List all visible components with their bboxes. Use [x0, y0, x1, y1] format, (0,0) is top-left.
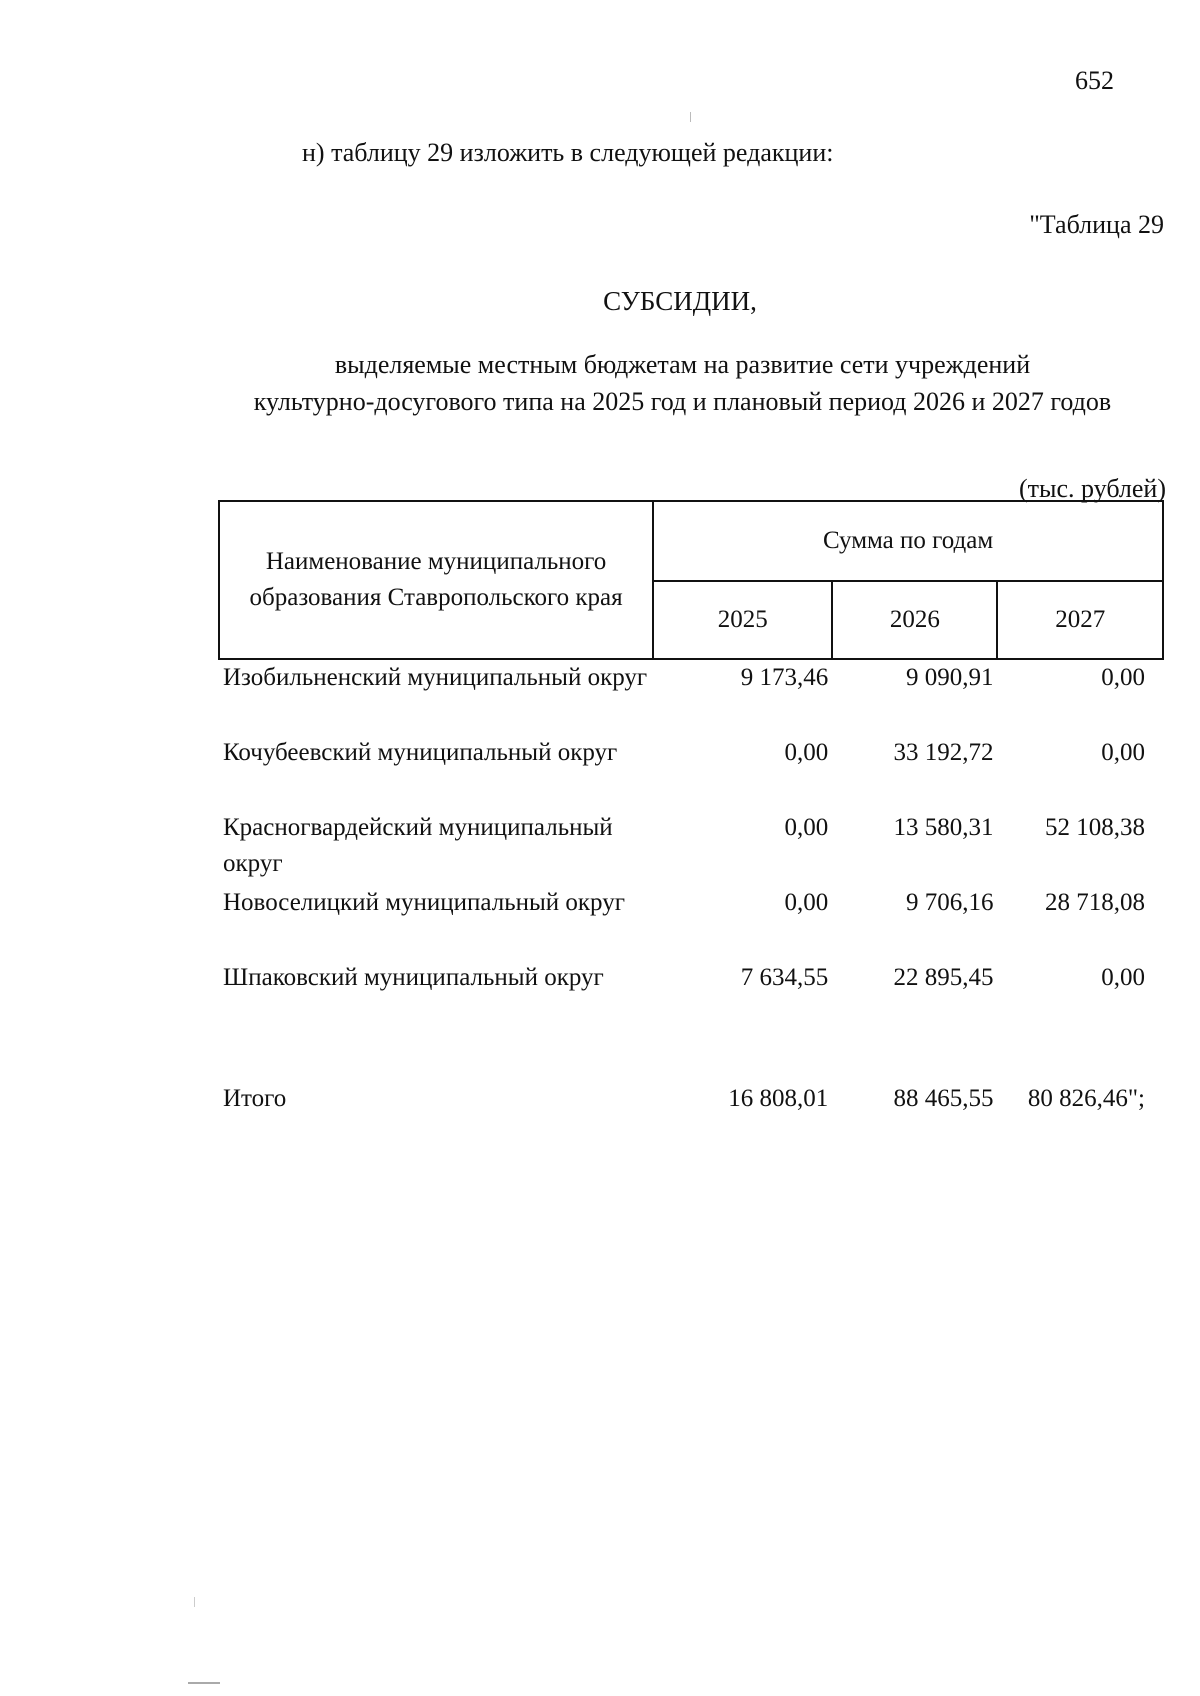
total-value-2026: 88 465,55 — [893, 1085, 994, 1112]
row-municipality-name: Красногвардейский муниципальный округ — [223, 814, 613, 877]
subtitle-line: выделяемые местным бюджетам на развитие сети учреждений — [334, 350, 1031, 379]
scan-mark — [188, 1682, 220, 1684]
units-label: (тыс. рублей) — [1018, 474, 1166, 503]
row-value-2027: 0,00 — [1101, 964, 1145, 991]
table-row — [219, 735, 1163, 810]
row-value-2026: 9 090,91 — [905, 664, 994, 691]
column-header-2026: 2026 — [832, 581, 997, 659]
column-header-municipality: Наименование муниципального образования Ставропольского края — [219, 501, 653, 659]
document-title: СУБСИДИИ, — [603, 286, 757, 316]
document-subtitle — [0, 346, 1200, 420]
row-value-2027: 28 718,08 — [1045, 889, 1145, 916]
intro-text: н) таблицу 29 изложить в следующей редакции: — [302, 138, 834, 167]
total-label: Итого — [223, 1085, 287, 1112]
subtitle-line: культурно-досугового типа на 2025 год и плановый период 2026 и 2027 годов — [253, 387, 1112, 416]
total-value-2027: 80 826,46"; — [1027, 1085, 1145, 1112]
row-value-2027: 0,00 — [1101, 739, 1145, 766]
row-municipality-name: Шпаковский муниципальный округ — [223, 964, 604, 991]
table-total-row — [219, 1081, 1163, 1121]
row-value-2026: 13 580,31 — [893, 814, 994, 841]
table-row — [219, 960, 1163, 1035]
page-number: 652 — [1075, 66, 1114, 95]
row-value-2025: 0,00 — [784, 739, 829, 766]
column-header-2025: 2025 — [653, 581, 832, 659]
row-value-2027: 52 108,38 — [1045, 814, 1145, 841]
row-value-2025: 9 173,46 — [740, 664, 829, 691]
scan-mark — [690, 112, 691, 122]
column-header-2027: 2027 — [997, 581, 1163, 659]
table-spacer-row — [219, 1035, 1163, 1081]
column-header-sum-by-years: Сумма по годам — [653, 501, 1163, 581]
row-value-2025: 0,00 — [784, 814, 829, 841]
row-value-2027: 0,00 — [1101, 664, 1145, 691]
row-municipality-name: Изобильненский муниципальный округ — [223, 664, 648, 691]
subsidies-table — [218, 500, 1164, 1121]
row-value-2026: 9 706,16 — [905, 889, 994, 916]
table-row — [219, 810, 1163, 885]
row-municipality-name: Кочубеевский муниципальный округ — [223, 739, 618, 766]
table-label: "Таблица 29 — [1029, 210, 1164, 239]
row-municipality-name: Новоселицкий муниципальный округ — [223, 889, 625, 916]
row-value-2025: 0,00 — [784, 889, 829, 916]
scan-mark — [194, 1597, 195, 1607]
total-value-2025: 16 808,01 — [728, 1085, 829, 1112]
row-value-2025: 7 634,55 — [740, 964, 829, 991]
row-value-2026: 33 192,72 — [893, 739, 994, 766]
row-value-2026: 22 895,45 — [893, 964, 994, 991]
table-row — [219, 885, 1163, 960]
table-row — [219, 659, 1163, 735]
